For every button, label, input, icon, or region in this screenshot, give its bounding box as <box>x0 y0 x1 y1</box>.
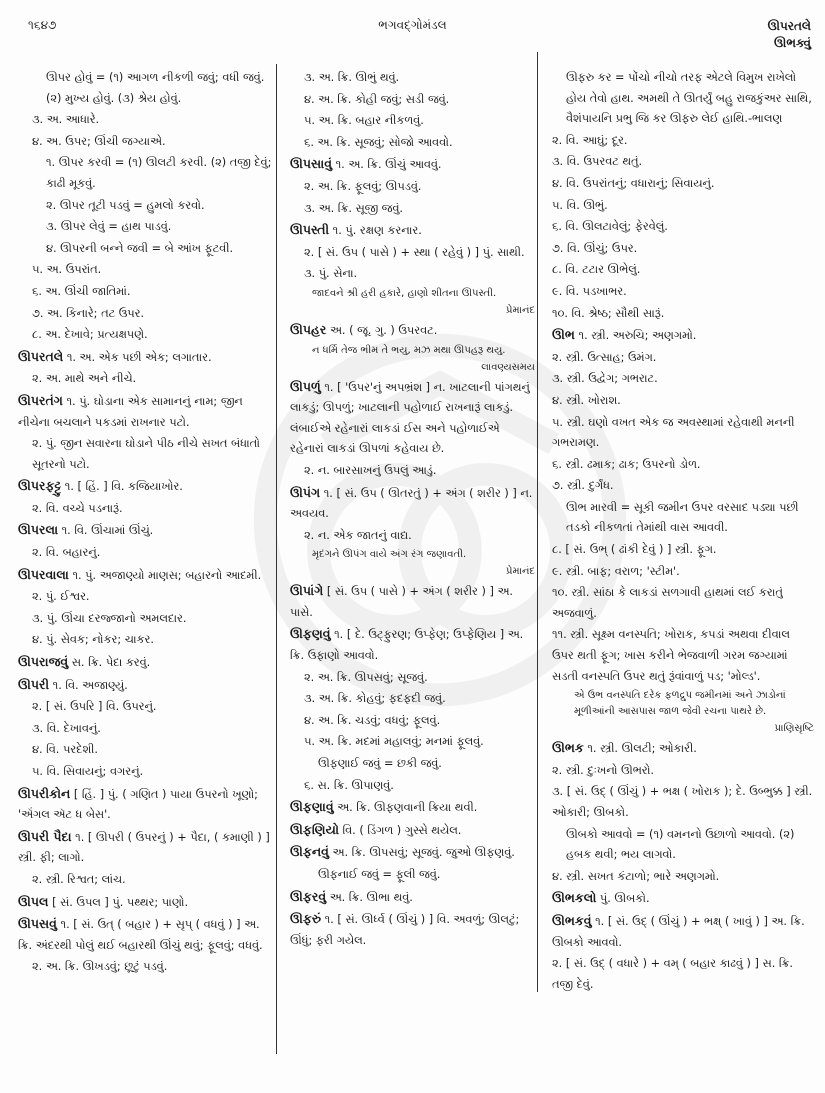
sense-line: ૧૦. સ્ત્રી. સાંઠા કે લાકડાં સળગાવી હાથમાં લઈ કરાતું અજવાળું. <box>552 586 783 620</box>
definition: પું. ઊબકો. <box>596 892 650 906</box>
definition: ૧. [ 'ઉપર'નું અપભ્રંશ ] ન. ખાટલાની પાંગથનું લાકડું; ઊપળું; ખાટલાની પહોળાઈ રાખનારૂં લાકડું. લંબાઈએ રહેનારાં લાકડાં ઈસ અને પહોળાઈએ રહેનારાં લાકડાં ઊપળાં કહેવાય છે. <box>290 380 530 456</box>
sense-line: ૩. વિ. ઉપરવટ થતું. <box>552 155 643 169</box>
sense-line: ૨. અ. ક્રિ. ઊપસવું; સૂજવું. <box>304 670 428 684</box>
headword: ઊપળું <box>290 378 321 394</box>
definition: ૧. [ હિં. ] વિ. કજિયાખોર. <box>61 480 183 494</box>
sense-line: ૧૦. વિ. શ્રેષ્ઠ; સૌથી સારૂં. <box>552 306 665 320</box>
citation-source: લાવણ્યસમય <box>481 361 535 373</box>
definition: ૧. પું. ઘોડાના એક સામાનનું નામ; જીન નીચેના બચલાને પકડમાં રાખનાર પટો. <box>18 394 243 429</box>
headword: ઊપરીકોન <box>18 785 71 801</box>
headword: ઊફનવું <box>290 844 329 860</box>
definition: ૧. પું. રક્ષણ કરનાર. <box>329 224 422 238</box>
headword: ઊફણવું <box>290 626 331 642</box>
sense-line: ૬. વિ. ઊલટાવેલું; ફેરવેલું. <box>552 220 668 234</box>
dictionary-entry <box>290 320 535 342</box>
dictionary-entry <box>18 565 273 587</box>
dictionary-entry <box>290 820 535 842</box>
sense-line: ૯. સ્ત્રી. બાફ; વરાળ; 'સ્ટીમ'. <box>552 564 680 578</box>
dictionary-entry <box>552 911 814 953</box>
column-right <box>552 68 814 996</box>
definition: [ હિં. ] પું. ( ગણિત ) પાયા ઉપરનો ખૂણો; 'ઍંગલ ઍટ ધ બેસ'. <box>18 787 258 822</box>
sense-line: ૨. સ્ત્રી. ઉત્સાહ; ઉમંગ. <box>552 350 657 364</box>
sense-line: ૩. અ. ક્રિ. કોહવું; ફદફદી જવું. <box>304 692 446 706</box>
definition: ૧. [ ઊપરી ( ઉપરનું ) + પૈદા, ( કમાણી ) ] સ્ત્રી. ફી; લાગો. <box>18 830 270 865</box>
headword: ઊફણાવું <box>290 799 334 815</box>
sense-line: ૨. અ. ક્રિ. ફૂલવું; ઊપડવું. <box>304 179 422 193</box>
citation-source: પ્રેમાનંદ <box>505 566 535 578</box>
book-title: ભગવદ્ગોમંડલ <box>378 18 447 32</box>
sense-line: ૩. સ્ત્રી. ઉદ્વેગ; ગભરાટ. <box>552 372 658 386</box>
definition: અ. ક્રિ. ઊભા થવું. <box>326 890 413 904</box>
sense-line: ૪. સ્ત્રી. સખત કંટાળો; ભારે અણગમો. <box>552 869 720 883</box>
dictionary-entry <box>552 325 814 347</box>
sense-line: ઊફનાઈ જવું = ફૂલી જવું. <box>318 868 441 881</box>
citation-source: પ્રેમાનંદ <box>505 304 535 316</box>
sense-line: ૪. પું. સેવક; નોકર; ચાકર. <box>32 633 154 647</box>
definition: ૧. [ સં. ઉત્ ( બહાર ) + સૃપ્ ( વધવું ) ] અ. ક્રિ. અંદરથી પોલું થઈ બહારથી ઊંચું થવું; ફૂલવું; વધવું. <box>18 918 263 952</box>
sense-line: ૪. અ. ક્રિ. ચડવું; વધવું; ફૂલવું. <box>304 713 441 727</box>
headword: ઊપરલા <box>18 522 59 538</box>
sense-line: ૨. [ સં. ઉપરિ ] વિ. ઉપરનું. <box>32 700 157 714</box>
definition: ૧. અ. એક પછી એક; લગાતાર. <box>63 350 212 364</box>
sense-line: ૨. વિ. વચ્ચે પડનારૂં. <box>32 501 123 515</box>
sense-line: ૨. [ સં. ઉદ્ ( વધારે ) + વમ્ ( બહાર કાઢવું ) ] સ. ક્રિ. તજી દેવું. <box>552 957 794 991</box>
sense-line: ૪. સ્ત્રી. ખોરાશ. <box>552 393 621 407</box>
sense-line: ૪. ઊપરની બન્ને જવી = બે આંખ ફૂટવી. <box>46 241 234 255</box>
headword: ઊભ <box>552 327 575 343</box>
definition: ૧. અ. ક્રિ. ઊંચું આવવું. <box>332 158 442 172</box>
guide-words <box>768 18 811 52</box>
definition: ૧. [ સં. ઉદ્ ( ઊંચું ) + ભક્ષ્ ( ખાવું ) ] અ. ક્રિ. ઊબકો આવવો. <box>552 914 805 949</box>
dictionary-entry <box>290 887 535 909</box>
sense-line: ૩. અ. આધારે. <box>32 113 100 127</box>
dictionary-entry <box>290 909 535 951</box>
sense-line: ૫. અ. ક્રિ. મદમાં મહાલવું; મનમાં ફૂલવું. <box>304 735 484 749</box>
headword: ઊફરું <box>290 911 322 927</box>
column-divider <box>537 52 538 992</box>
headword: ઊપરવાલા <box>18 566 69 582</box>
sense-line: ૬. સ્ત્રી. ઢમાક; ઢાક; ઉપરનો ડોળ. <box>552 457 701 471</box>
headword: ઊપહર <box>290 321 327 337</box>
dictionary-entry <box>18 892 273 914</box>
sense-line: ૨. ન. બારસાખનું ઉપલું આડું. <box>304 463 437 477</box>
headword: ઊફણિયો <box>290 821 339 837</box>
headword: ઊપસવું <box>18 916 57 932</box>
headword: ઊપરી <box>18 676 50 692</box>
headword: ઊપલ <box>18 893 49 909</box>
headword: ઊભકલો <box>552 890 597 906</box>
definition: ૧. સ્ત્રી. ઊલટી; ઓકારી. <box>583 742 697 756</box>
definition: ૧. સ્ત્રી. અરુચિ; અણગમો. <box>574 329 697 343</box>
definition: અ. ક્રિ. ઊપસવું; સૂજવું. જુઓ ઊફણવું. <box>328 846 515 860</box>
dictionary-entry <box>18 827 273 869</box>
dictionary-entry <box>18 652 273 674</box>
guide-word-last: ઊભક્વું <box>773 36 811 50</box>
sense-line: ૬. અ. ઊંચી જાતિમાં. <box>32 284 131 298</box>
sense-line: ૨. સ્ત્રી. દુઃખનો ઊભરો. <box>552 763 655 777</box>
sense-line: ઊબકો આવવો = (૧) વમનનો ઉછાળો આવવો. (૨) હબક થવી; ભય લાગવો. <box>566 827 795 862</box>
definition: ૧. વિ. ઊંચામાં ઊંચું. <box>58 524 154 538</box>
definition: ૧. [ સં. ઉપ ( ઊતરતું ) + અંગ ( શરીર ) ] ન. અવયવ. <box>290 486 533 521</box>
sense-line: ૨. પું. ઈશ્વર. <box>32 590 90 604</box>
sense-line: ૬. સ. ક્રિ. ઊપાણવું. <box>304 778 394 792</box>
sense-line: ૪. વિ. ઉપરાંતનું; વધારાનું; સિવાયનું. <box>552 176 715 190</box>
dictionary-entry <box>290 581 535 623</box>
definition: [ સં. ઉપલ ] પું. પથ્થર; પાણો. <box>48 895 189 909</box>
guide-word-first: ઊપરતલે <box>767 19 811 33</box>
headword: ઊપસાવું <box>290 156 333 172</box>
definition: [ સં. ઉપ ( પાસે ) + અંગ ( શરીર ) ] અ. પાસે. <box>290 585 513 619</box>
sense-line: ઊભ મારવી = સૂકી જમીન ઉપર વરસાદ પડ્યા પછી તડકો નીકળતાં તેમાંથી વાસ આવવી. <box>566 500 799 535</box>
citation-quote: મૃદંગને ઊપંગ વાયે અંગ રંગ જણાવતી. <box>312 549 467 561</box>
sense-line: ૨. સ્ત્રી. રિશ્વત; લાંચ. <box>32 872 126 886</box>
sense-line: ૨. અ. ક્રિ. ઊખડવું; છૂટું પડવું. <box>32 960 168 974</box>
headword: ઊપરતંગ <box>18 392 63 408</box>
dictionary-entry <box>290 154 535 176</box>
column-divider <box>276 64 277 1054</box>
sense-line: ઊપર હોવું = (૧) આગળ નીકળી જવું; વધી જવું. (૨) મુખ્ય હોવું. (૩) શ્રેય હોવું. <box>46 71 265 105</box>
sense-line: ૨. વિ. આઘું; દૂર. <box>552 133 628 147</box>
headword: ઊપરી પૈદા <box>18 828 72 844</box>
sense-line: ૩. વિ. દેખાવનું. <box>32 721 101 735</box>
sense-line: ૪. અ. ક્રિ. કોહી જવું; સડી જવું. <box>304 92 450 106</box>
sense-line: ૩. ઊપર લેવું = હાથ પાડવું. <box>46 220 172 234</box>
sense-line: ૫. અ. ક્રિ. બહાર નીકળવું. <box>304 114 424 128</box>
headword: ઊપરાજવું <box>18 654 69 670</box>
definition: ૧. [ સં. ઊર્ધ્વ ( ઊંચું ) ] વિ. અવળું; ઊલટું; ઊંધું; ફરી ગયેલ. <box>290 913 520 947</box>
sense-line: ૫. સ્ત્રી. ઘણો વખત એક જ અવસ્થામાં રહેવાથી મનની ગભરામણ. <box>552 415 795 450</box>
headword: ઊપરતલે <box>18 348 64 364</box>
page-number: ૧૬૪૭ <box>28 18 57 32</box>
dictionary-entry <box>290 483 535 525</box>
sense-line: ૮. [ સં. ઉભ્ ( ઢાંકી દેવું ) ] સ્ત્રી. ફૂગ. <box>552 543 717 557</box>
citation-quote: એ ઉભ વનસ્પતિ દરેક ફળદ્રુપ જમીનમાં અને ઝાડોનાં મૂળીઆંની આસપાસ જાળ જેવી રચના પાથરે છે. <box>574 690 786 718</box>
definition: અ. ક્રિ. ઊફણવાની ક્રિયા થવી. <box>333 801 478 815</box>
column-left <box>18 68 273 979</box>
definition: વિ. ( ડિંગળ ) ગુસ્સે થયેલ. <box>338 823 462 837</box>
dictionary-entry <box>290 797 535 819</box>
citation-quote: જાદવને શ્રી હરી હકારે, હાણો શીતના ઊપસ્તી. <box>312 287 497 299</box>
sense-line: ૪. વિ. પરદેશી. <box>32 743 98 757</box>
sense-line: ૭. સ્ત્રી. દુર્ગંધ. <box>552 479 614 493</box>
definition: સ. ક્રિ. પેદા કરવું. <box>68 656 151 670</box>
definition: અ. ( જૂ. ગુ. ) ઉપરવટ. <box>326 323 438 337</box>
headword: ઊપંગ <box>290 484 321 500</box>
sense-line: ૮. વિ. ટટાર ઊભેલું. <box>552 263 641 277</box>
headword: ઊપસ્તી <box>290 222 330 238</box>
dictionary-entry <box>18 914 273 956</box>
sense-line: ૧. ઊપર કરવી = (૧) ઊલટી કરવી. (૨) તજી દેવું; કાઢી મૂકવું. <box>46 156 272 190</box>
sense-line: ૩. અ. ક્રિ. સૂજી જવું. <box>304 201 403 215</box>
headword: ઊપરફટ્ટુ <box>18 478 62 494</box>
sense-line: ૭. વિ. ઊંચું; ઉપર. <box>552 241 638 255</box>
sense-line: ૫. વિ. સિવાયનું; વગરનું. <box>32 765 144 778</box>
citation-quote: ન ધર્મિ તેજ ભીમ તે ભયુ, મઝ મથા ઊપહરૂ થયુ. <box>312 344 506 356</box>
sense-line: ઊફરુ કર = પોંચો નીચો તરફ એટલે વિમુખ રાખેલો હોય તેવો હાથ. અમથી તે ઊતર્યું બહુ રાજકુંઅર સાથિ, વૈશંપાયનિ પ્રભુ જિ કર ઊફરુ લેઈ હાથિ.-ભાલણ <box>566 71 812 126</box>
headword: ઊભકવું <box>552 912 592 928</box>
sense-line: ૧૧. સ્ત્રી. સૂક્ષ્મ વનસ્પતિ; ખોરાક, કપડાં અથવા દીવાલ ઉપર થતી ફૂગ; ખાસ કરીને ભેજવાળી ગરમ જગ્યામાં સડતી વનસ્પતિ ઉપર થતું રૂંવાંવાળું પડ; 'મોલ્ડ'. <box>552 628 790 683</box>
dictionary-entry <box>552 738 814 760</box>
headword: ઊપાંગે <box>290 583 324 599</box>
dictionary-entry <box>290 842 535 864</box>
sense-line: ૨. [ સં. ઉપ ( પાસે ) + સ્થા ( રહેવું ) ] પું. સાથી. <box>304 245 525 259</box>
citation-source: પ્રાણિસૃષ્ટિ <box>774 723 814 735</box>
sense-line: ૩. પું. ઊંચા દરજ્જાનો અમલદાર. <box>32 611 187 625</box>
sense-line: ૫. અ. ઉપરાંત. <box>32 263 102 277</box>
column-middle <box>290 68 535 952</box>
dictionary-entry <box>18 784 273 826</box>
definition: ૧. [ દે. ઉટ્ફુરણ; ઉપ્ફેણ; ઉપ્ફેણિય ] અ. ક્રિ. ઉફાણો આવવો. <box>290 628 524 663</box>
dictionary-entry <box>290 220 535 242</box>
dictionary-entry <box>18 520 273 542</box>
headword: ઊભક <box>552 740 584 756</box>
sense-line: ૩. [ સં. ઉદ્ ( ઊંચું ) + ભક્ષ ( ખોરાક ); દે. ઉબ્ભુક્ક ] સ્ત્રી. ઓકારી; ઊબકો. <box>552 785 813 819</box>
sense-line: ૨. પું. જીન સવારના ઘોડાને પીઠ નીચે સખત બંધાતો સૂતરનો પટો. <box>32 437 260 471</box>
sense-line: ૬. અ. ક્રિ. સૂજવું; સોજો આવવો. <box>304 135 453 149</box>
dictionary-entry <box>552 888 814 910</box>
dictionary-entry <box>18 476 273 498</box>
sense-line: ૪. અ. ઉપર; ઊંચી જગ્યાએ. <box>32 134 166 148</box>
sense-line: ૩. અ. ક્રિ. ઊભું થવું. <box>304 71 400 84</box>
sense-line: ઊફણાઈ જવું = છકી જવું. <box>318 757 442 771</box>
sense-line: ૨. અ. માથે અને નીચે. <box>32 372 137 386</box>
dictionary-entry <box>18 391 273 433</box>
dictionary-entry <box>18 347 273 369</box>
sense-line: ૨. વિ. બહારનું. <box>32 546 101 560</box>
sense-line: ૮. અ. દેખાવે; પ્રત્યક્ષપણે. <box>32 328 148 342</box>
dictionary-entry <box>18 675 273 697</box>
dictionary-entry <box>290 377 535 460</box>
sense-line: ૨. ન. એક જાતનું વાદ્ય. <box>304 528 412 542</box>
dictionary-entry <box>290 624 535 666</box>
sense-line: ૫. વિ. ઊભું. <box>552 198 608 212</box>
sense-line: ૯. વિ. પડખાભર. <box>552 284 627 298</box>
definition: ૧. પું. અજાણ્યો માણસ; બહારનો આદમી. <box>68 568 262 582</box>
headword: ઊફરવું <box>290 888 327 904</box>
sense-line: ૩. પું. સેના. <box>304 267 358 281</box>
sense-line: ૭. અ. કિનારે; તટ ઉપર. <box>32 306 145 320</box>
sense-line: ૨. ઊપર તૂટી પડવું = હુમલો કરવો. <box>46 198 205 212</box>
definition: ૧. વિ. અજાણ્યું. <box>49 678 128 692</box>
